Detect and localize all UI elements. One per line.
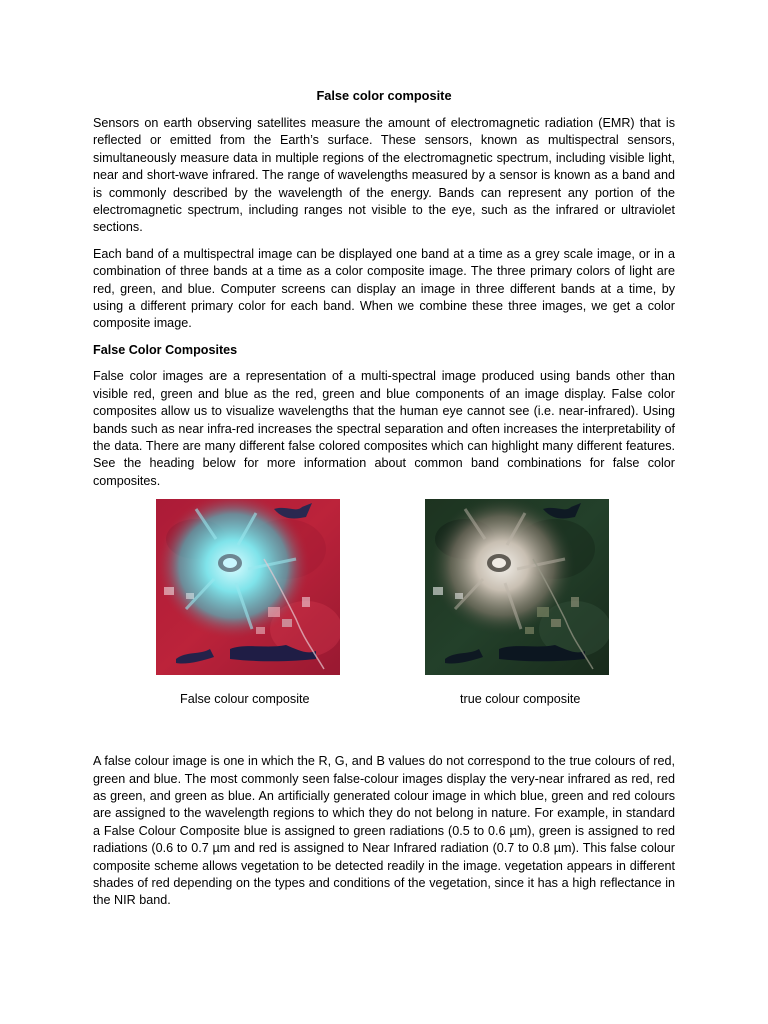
section-heading: False Color Composites — [93, 342, 238, 357]
false-colour-caption: False colour composite — [180, 692, 310, 707]
paragraph-bands: Each band of a multispectral image can be displayed one band at a time as a grey scale image, or in a combination of three bands at a time as a color composite image. The three primary colors of light are red, green, and blue. Computer screens can display an image in three different bands at a time, by using a different primary color for each band. When we combine these three images, we get a color composite image. — [93, 246, 675, 331]
false-colour-image — [156, 499, 340, 675]
paragraph-false-colour-image: A false colour image is one in which the R, G, and B values do not correspond to the true colours of red, green and blue. The most commonly seen false-colour images display the very-near infrared as red, red as green, and green as blue. An artificially generated colour image in which blue, green and red colours are assigned to the wavelength regions to which they do not belong in nature. For example, in standard a False Colour Composite blue is assigned to green radiations (0.5 to 0.6 µm), green is assigned to red radiations (0.6 to 0.7 µm and red is assigned to Near Infrared radiation (0.7 to 0.8 µm). This false colour composite scheme allows vegetation to be detected readily in the image. vegetation appears in different shades of red depending on the types and conditions of the vegetation, since it has a high reflectance in the NIR band. — [93, 754, 675, 908]
true-colour-caption: true colour composite — [460, 692, 581, 707]
true-colour-image — [425, 499, 609, 675]
paragraph-false-color: False color images are a representation of a multi-spectral image produced using bands other than visible red, green and blue as the red, green and blue components of an image display. False color composites allow us to visualize wavelengths that the human eye cannot see (i.e. near-infrared). Using bands such as near infra-red increases the spectral separation and often increases the interpretability of the data. There are many different false colored composites which can highlight many different features. See the heading below for more information about common band combinations for false color composites. — [93, 369, 675, 488]
document-body — [93, 87, 675, 919]
paragraph-sensors: Sensors on earth observing satellites measure the amount of electromagnetic radiation (EMR) that is reflected or emitted from the Earth’s surface. These sensors, known as multispectral sensors, simultaneously measure data in multiple regions of the electromagnetic spectrum, including visible light, near and short-wave infrared. The range of wavelengths measured by a sensor is known as a band and is commonly described by the wavelength of the energy. Bands can represent any portion of the electromagnetic spectrum, including ranges not visible to the eye, such as the infrared or ultraviolet sections. — [93, 116, 675, 235]
page-title: False color composite — [316, 88, 452, 103]
figure-row — [93, 499, 675, 729]
